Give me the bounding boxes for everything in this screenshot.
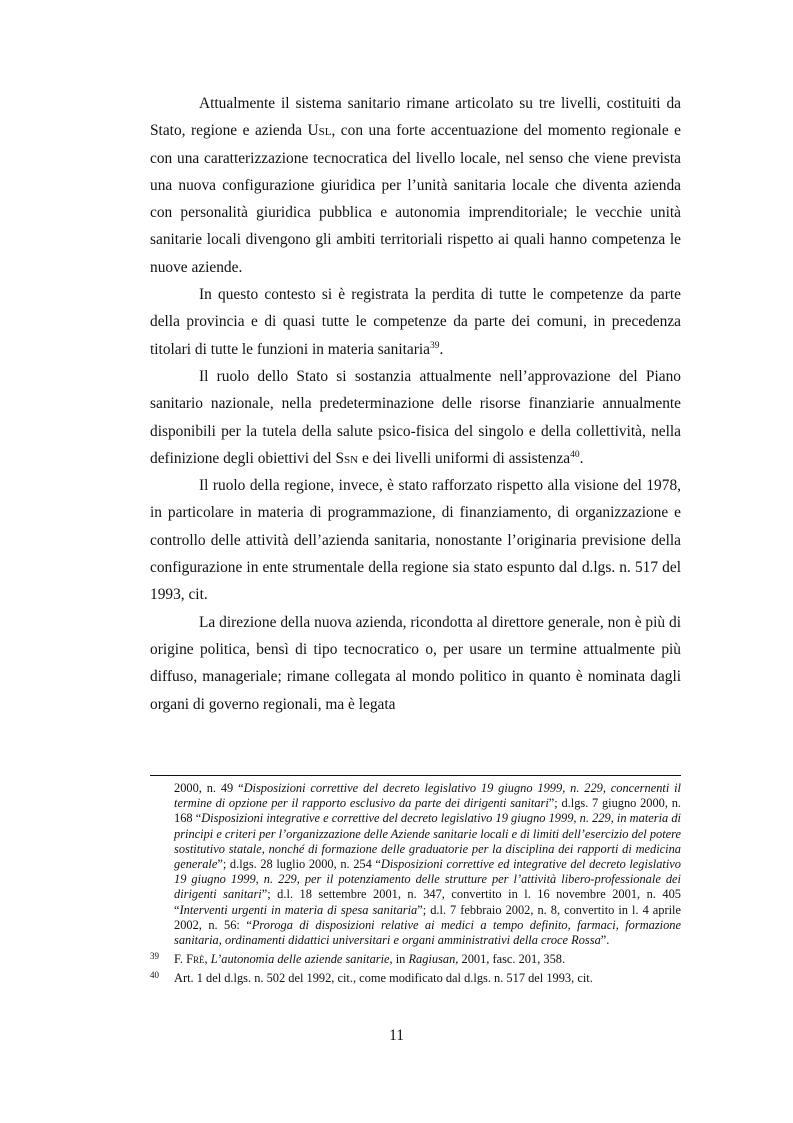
footnote-number: 39 xyxy=(150,951,159,962)
abbreviation-usl: Usl xyxy=(307,122,332,140)
footnote-39: 39 F. Frè, L’autonomia delle aziende sanitarie, in Ragiusan, 2001, fasc. 201, 358. xyxy=(150,951,566,967)
paragraph-4: Il ruolo della regione, invece, è stato rafforzato rispetto alla visione del 1978, in particolare in materia di programmazione, di finanziamento, di organizzazione e controllo delle attività dell’azienda sanitaria, nonostante l’originaria previsione della configurazione in ente strumentale della regione sia stato espunto dal d.lgs. n. 517 del 1993, cit. xyxy=(150,477,681,604)
paragraph-2: In questo contesto si è registrata la perdita di tutte le competenze da parte della provincia e di quasi tutte le competenze da parte dei comuni, in precedenza titolari di tutte le funzioni in materia sanitaria$^{39}$. xyxy=(150,286,681,358)
footnote-ref-40[interactable]: 40 xyxy=(570,449,580,460)
footnote-40: 40 Art. 1 del d.lgs. n. 502 del 1992, cit., come modificato dal d.lgs. n. 517 del 1993, cit. xyxy=(150,970,593,986)
paragraph-5: La direzione della nuova azienda, ricondotta al direttore generale, non è più di origine politica, bensì di tipo tecnocratico o, per usare un termine attualmente più diffuso, manageriale; rimane collegata al mondo politico in quanto è nominata dagli organi di governo regionali, ma è legata xyxy=(150,613,681,713)
abbreviation-ssn: Ssn xyxy=(335,449,359,467)
footnote-continued: 2000, n. 49 “Disposizioni correttive del decreto legislativo 19 giugno 1999, n. 229, concernenti il termine di opzione per il rapporto esclusivo da parte dei dirigenti sanitari”; d.lgs. 7 giugno 2000, n. 168 “Disposizioni integrative e correttive del decreto legislativo 19 giugno 1999, n. 229, in materia di principi e criteri per l’organizzazione delle Aziende sanitarie locali e di limiti dell’esercizio del potere sostitutivo statale, nonché di formazione delle graduatorie per la disciplina dei rapporti di medicina generale”; d.lgs. 28 luglio 2000, n. 254 “Disposizioni correttive ed integrative del decreto legislativo 19 giugno 1999, n. 229, per il potenziamento delle strutture per l’attività libero-professionale dei dirigenti sanitari”; d.l. 18 settembre 2001, n. 347, convertito in l. 16 novembre 2001, n. 405 “Interventi urgenti in materia di spesa sanitaria”; d.l. 7 febbraio 2002, n. 8, convertito in l. 4 aprile 2002, n. 56: “Proroga di disposizioni relative ai medici a tempo definito, farmaci, formazione sanitaria, ordinamenti didattici universitari e organi amministrativi della croce Rossa”. xyxy=(174,781,682,948)
paragraph-3: Il ruolo dello Stato si sostanzia attualmente nell’approvazione del Piano sanitario nazionale, nella predeterminazione delle risorse finanziarie annualmente disponibili per la tutela della salute psico-fisica del singolo e della collettività, nella definizione degli obiettivi del Ssn e dei livelli uniformi di assistenza$^{40}$. xyxy=(150,367,681,467)
footnote-number: 40 xyxy=(150,970,159,981)
page-number: 11 xyxy=(389,1027,404,1044)
footnote-ref-39[interactable]: 39 xyxy=(429,340,440,351)
footnote-separator xyxy=(150,775,681,776)
footnotes xyxy=(150,781,681,987)
paragraph-1: Attualmente il sistema sanitario rimane articolato su tre livelli, costituiti da Stato, regione e azienda Usl, con una forte accentuazione del momento regionale e con una caratterizzazione tecnocratica del livello locale, nel senso che viene prevista una nuova configurazione giuridica per l’unità sanitaria locale che diventa azienda con personalità giuridica pubblica e autonomia imprenditoriale; le vecchie unità sanitarie locali divengono gli ambiti territoriali rispetto ai quali hanno competenza le nuove aziende. xyxy=(150,95,681,276)
body-text xyxy=(150,90,681,718)
